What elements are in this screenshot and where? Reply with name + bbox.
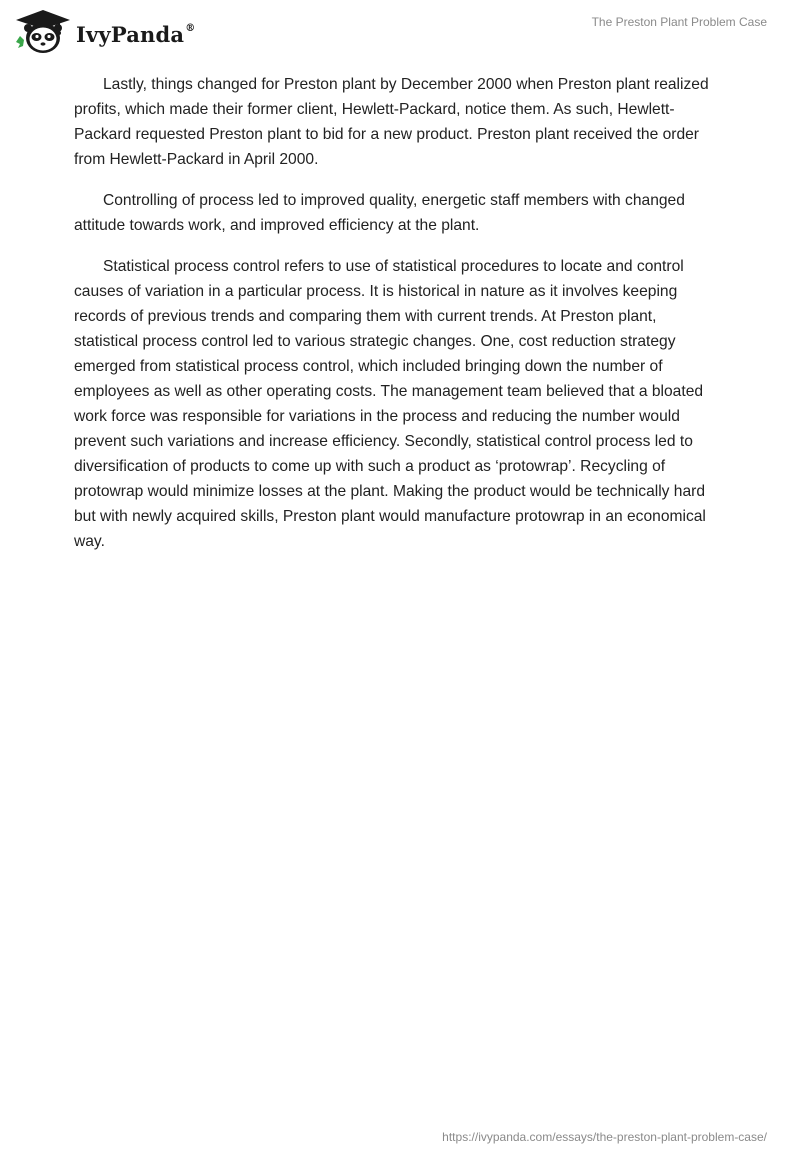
registered-mark: ® [185,22,196,34]
paragraph: Lastly, things changed for Preston plant by December 2000 when Preston plant realized profits, which made their former client, Hewlett-Packard, notice them. As such, Hewlett-Packard requested Preston plant to bid for a new product. Preston plant received the order from Hewlett-Packard in April 2000. [74,76,709,168]
source-url-link[interactable]: https://ivypanda.com/essays/the-preston-plant-problem-case/ [442,1130,767,1144]
ivypanda-logo[interactable] [14,8,195,56]
page-header [0,0,800,64]
panda-graduate-icon [14,8,72,56]
paragraph: Controlling of process led to improved quality, energetic staff members with changed attitude towards work, and improved efficiency at the plant. [74,192,685,234]
essay-body [74,72,724,570]
document-title: The Preston Plant Problem Case [591,15,767,29]
logo-wordmark: IvyPanda® [76,21,196,47]
paragraph: Statistical process control refers to use of statistical procedures to locate and control causes of variation in a particular process. It is historical in nature as it involves keeping records of previous trends and comparing them with current trends. At Preston plant, statistical process control led to various strategic changes. One, cost reduction strategy emerged from statistical process control, which included bringing down the number of employees as well as other operating costs. The management team believed that a bloated work force was responsible for variations in the process and reducing the number would prevent such variations and increase efficiency. Secondly, statistical control process led to diversification of products to come up with such a product as ‘protowrap’. Recycling of protowrap would minimize losses at the plant. Making the product would be technically hard but with newly acquired skills, Preston plant would manufacture protowrap in an economical way. [74,258,706,550]
